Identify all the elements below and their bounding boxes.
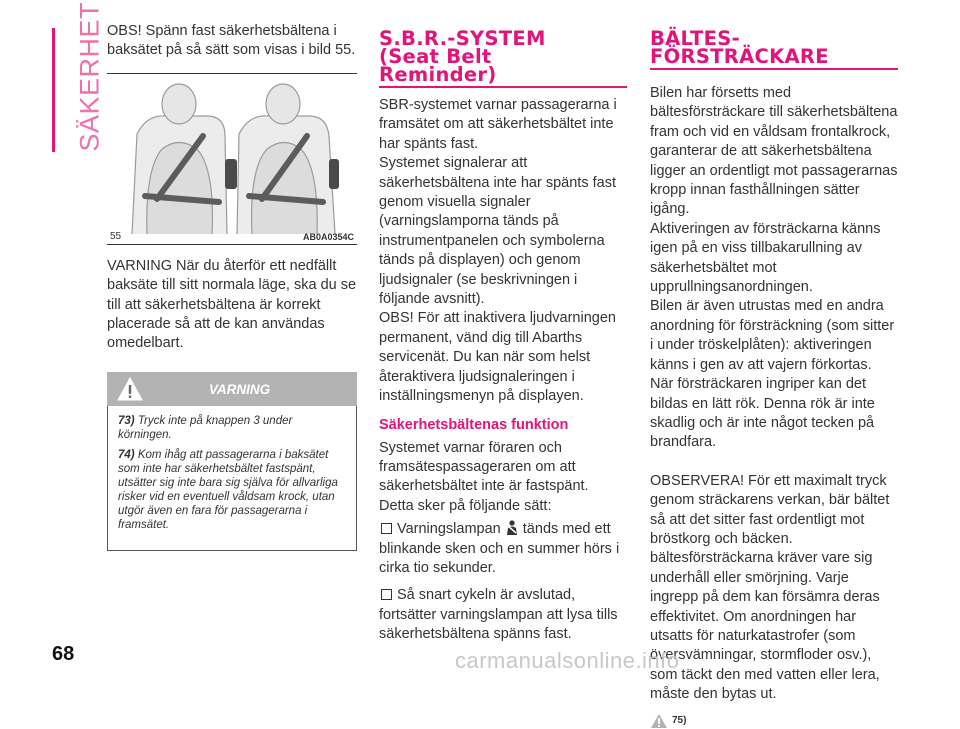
section-side-tab: [52, 1, 105, 152]
column-1: [107, 22, 357, 551]
pretensioner-para-2: Aktiveringen av försträckarna känns igen på en viss tillbakarullning av säkerhetsbältet mot upprullningsanordningen.: [650, 220, 881, 296]
pretensioner-para-5: OBSERVERA! För ett maximalt tryck genom sträckarens verkan, bär bältet så att det sitter fast ordentligt mot bröstkorg och bäcken. bältesförsträckarna kräver vare sig underhåll eller smörjning. Varje ingrepp på dem kan försämra deras effektivitet. Om anordningen har utsatts för naturkatastrofer (som översvämningar, stormfloder osv.), som täckt den med vatten eller lera, måste den bytas ut.: [650, 472, 890, 703]
figure-code: AB0A0354C: [302, 231, 354, 242]
pretensioner-para-4: När försträckaren ingriper kan det bildas en lätt rök. Denna rök är inte skadlig och är inte något tecken på brandfara.: [650, 376, 875, 451]
section-label: SÄKERHET: [74, 1, 105, 152]
heading-rule: [379, 86, 627, 88]
seatbelt-warning-icon: [505, 520, 519, 536]
belt-function-para: Systemet varnar föraren och framsätespassageraren om att säkerhetsbältet inte är fastspänt. Detta sker på följande sätt:: [379, 439, 589, 514]
warning-box: [107, 406, 357, 551]
column-2: [379, 22, 627, 645]
bullet-item: Varningslampan tänds med ett blinkande sken och en summer hörs i cirka tio sekunder.: [379, 521, 620, 576]
pretensioner-para-1: Bilen har försetts med bältesförsträckare till säkerhetsbältena fram och vid en våldsam frontalkrock, garanterar de att säkerhetsbältena ligger an ordentligt mot passagerarnas kropp innan fasthållningen sätter igång.: [650, 85, 898, 218]
sbr-para-2: Systemet signalerar att säkerhetsbältena inte har spänts fast genom visuella signaler (varningslamporna tänds på instrumentpanelen och symbolerna tänds på displayen) och genom ljudsignaler (se beskrivningen i följande avsnitt).: [379, 155, 616, 308]
watermark: carmanualsonline.info: [455, 648, 680, 673]
column-3: [650, 22, 898, 729]
warning-item: 73) Tryck inte på knappen 3 under körningen.: [118, 414, 293, 441]
warning-reference: 75): [650, 713, 898, 729]
figure-number: 55: [110, 230, 122, 242]
warning-header: [107, 372, 357, 406]
heading-rule: [650, 68, 898, 70]
pretensioner-heading: BÄLTES- FÖRSTRÄCKARE: [650, 27, 829, 68]
warning-title: VARNING: [208, 381, 271, 397]
warning-paragraph: VARNING När du återför ett nedfällt baksäte till sitt normala läge, ska du se till att säkerhetsbältena är korrekt placerade så att de kan användas omedelbart.: [107, 257, 357, 352]
section-tab-bar: [52, 28, 55, 152]
sbr-para-1: SBR-systemet varnar passagerarna i framsätet om att säkerhetsbältet inte har spänts fast.: [379, 97, 617, 152]
rear-seat-belt-illustration: [107, 74, 357, 244]
warning-triangle-icon: [650, 713, 668, 729]
page-number: 68: [52, 643, 75, 665]
warning-item: 74) Kom ihåg att passagerarna i baksätet som inte har säkerhetsbältet fastspänt, utsätter sig inte bara sig själva för allvarliga risker vid en eventuell våldsam krock, utan utgör även en fara för passagerarna i framsätet.: [118, 448, 338, 531]
checkbox-bullet-icon: [381, 589, 392, 600]
sbr-para-3: OBS! För att inaktivera ljudvarningen permanent, vänd dig till Abarths servicenät. Du kan när som helst återaktivera ljudsignaleringen i inställningsmenyn på displayen.: [379, 310, 616, 405]
belt-function-subheading: Säkerhetsbältenas funktion: [379, 416, 569, 433]
intro-text: OBS! Spänn fast säkerhetsbältena i baksätet på så sätt som visas i bild 55.: [107, 23, 356, 59]
sbr-heading: S.B.R.-SYSTEM (Seat Belt Reminder): [379, 27, 546, 86]
pretensioner-para-3: Bilen är även utrustas med en andra anordning för försträckning (som sitter i under tröskelplåten): aktiveringen känns i gen av att vajern förkortas.: [650, 298, 895, 373]
checkbox-bullet-icon: [381, 523, 392, 534]
bullet-item: Så snart cykeln är avslutad, fortsätter varningslampan att lysa tills säkerhetsbältena spänns fast.: [379, 587, 618, 643]
figure-55: [107, 73, 357, 245]
